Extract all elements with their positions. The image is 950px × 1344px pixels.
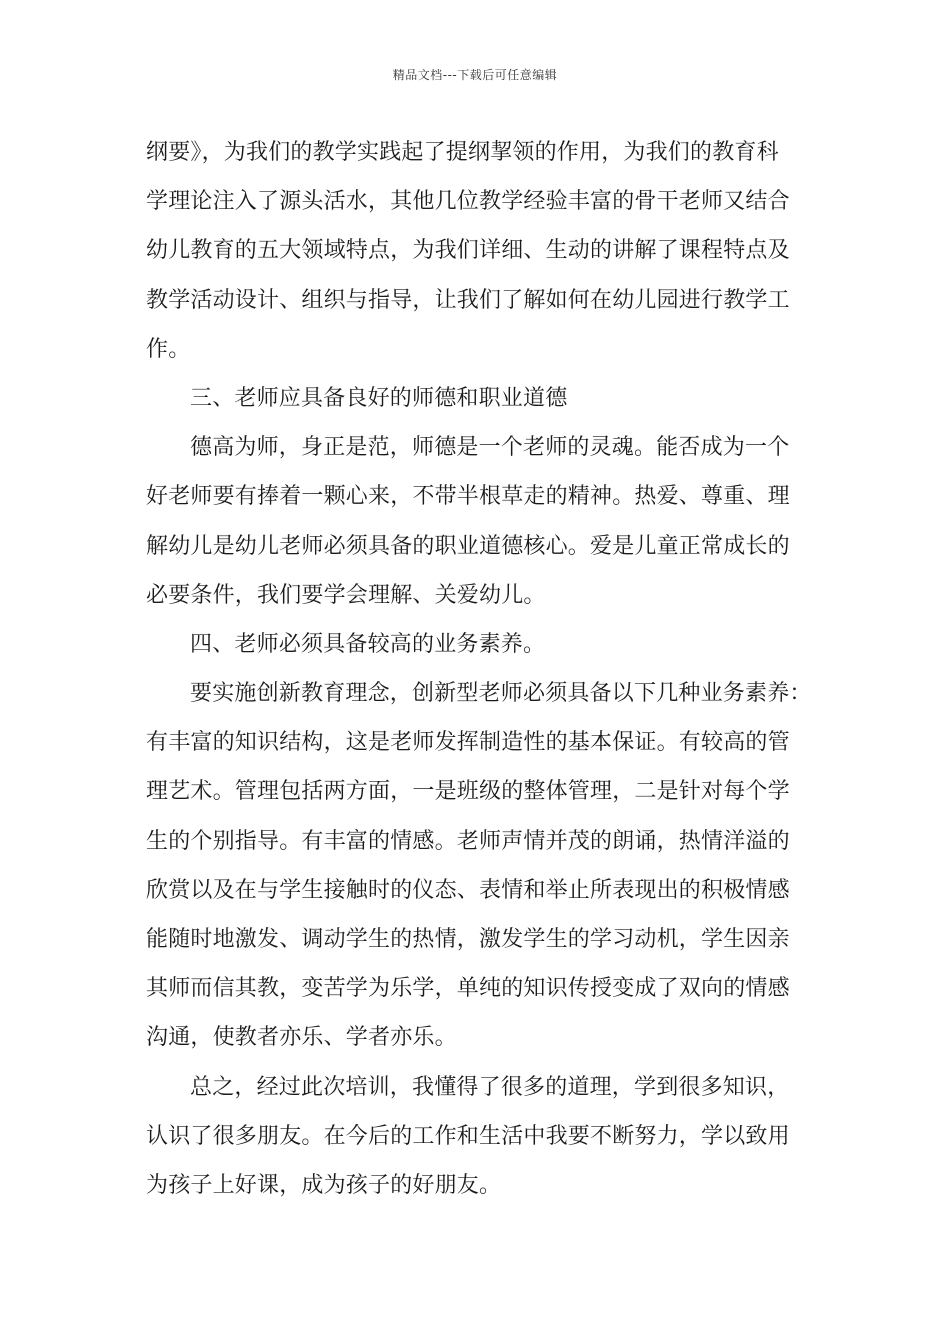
text-line: 为孩子上好课，成为孩子的好朋友。 [146,1172,502,1198]
text-line: 必要条件，我们要学会理解、关爱幼儿。 [146,582,546,608]
text-line: 能随时地激发、调动学生的热情，激发学生的学习动机，学生因亲 [146,927,790,952]
text-line: 沟通，使教者亦乐、学者亦乐。 [146,1025,457,1051]
text-line: 纲要》，为我们的教学实践起了提纲挈领的作用，为我们的教育科 [146,140,779,165]
section-heading: 三、老师应具备良好的师德和职业道德 [190,385,568,411]
document-body [146,128,822,1210]
text-line: 理艺术。管理包括两方面，一是班级的整体管理，二是针对每个学 [146,779,790,805]
text-line: 要实施创新教育理念，创新型老师必须具备以下几种业务素养： [190,681,812,707]
text-line: 总之，经过此次培训，我懂得了很多的道理，学到很多知识， [190,1074,790,1100]
text-line: 幼儿教育的五大领域特点，为我们详细、生动的讲解了课程特点及 [146,238,790,264]
text-line: 欣赏以及在与学生接触时的仪态、表情和举止所表现出的积极情感 [146,877,790,903]
text-line: 生的个别指导。有丰富的情感。老师声情并茂的朗诵，热情洋溢的 [146,828,790,854]
text-line: 好老师要有捧着一颗心来，不带半根草走的精神。热爱、尊重、理 [146,484,790,510]
text-line: 有丰富的知识结构，这是老师发挥制造性的基本保证。有较高的管 [146,730,790,756]
section-heading: 四、老师必须具备较高的业务素养。 [190,631,546,657]
text-line: 作。 [146,336,191,362]
text-line: 学理论注入了源头活水，其他几位教学经验丰富的骨干老师又结合 [146,189,790,215]
page-header: 精品文档---下载后可任意编辑 [392,68,558,82]
text-line: 其师而信其教，变苦学为乐学，单纯的知识传授变成了双向的情感 [146,976,790,1002]
text-line: 解幼儿是幼儿老师必须具备的职业道德核心。爱是儿童正常成长的 [146,533,790,559]
text-line: 认识了很多朋友。在今后的工作和生活中我要不断努力，学以致用 [146,1123,790,1149]
text-line: 德高为师，身正是范，师德是一个老师的灵魂。能否成为一个 [190,435,790,461]
text-line: 教学活动设计、组织与指导，让我们了解如何在幼儿园进行教学工 [146,287,790,313]
